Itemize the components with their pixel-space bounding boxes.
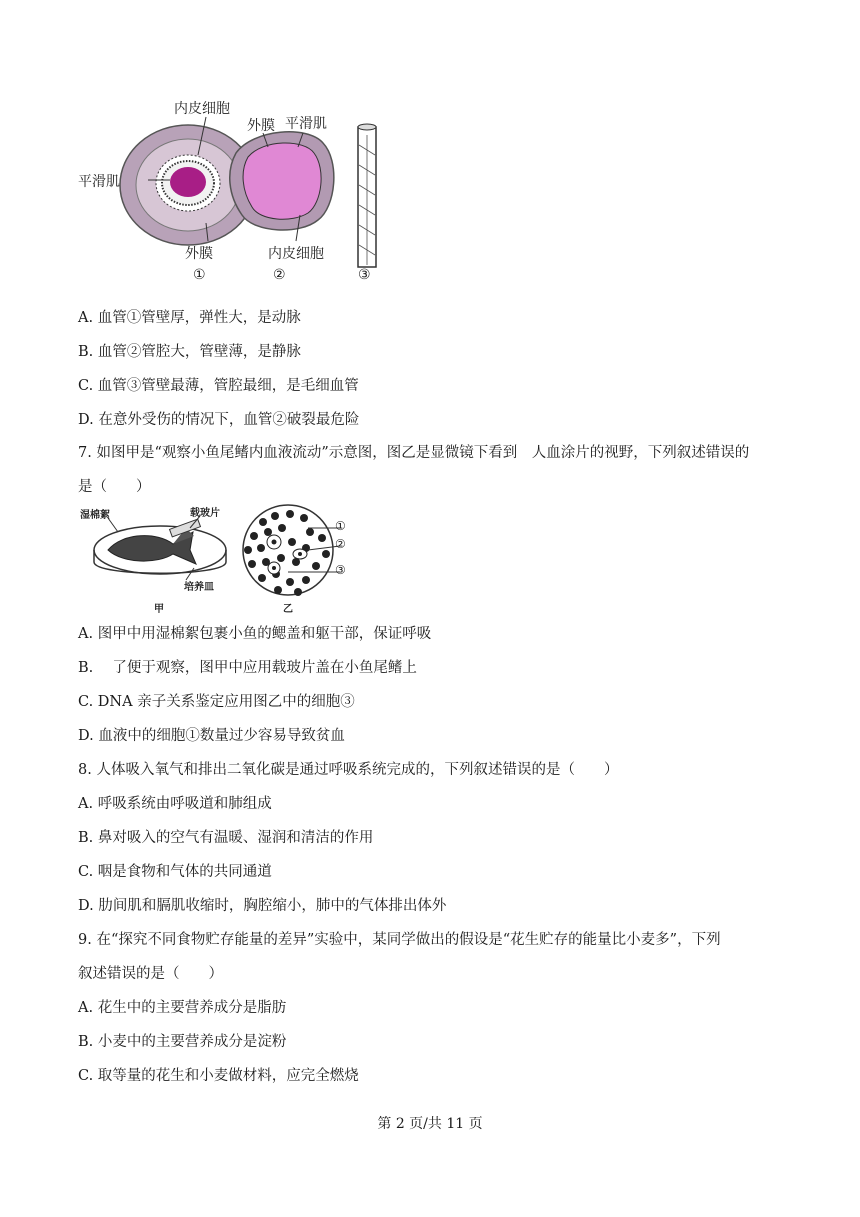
label-vessel-1: ① [193, 267, 206, 283]
label-jia: 甲 [154, 604, 164, 615]
q7-stem-line2: 是（ ） [78, 479, 151, 495]
page-footer: 第 2 页/共 11 页 [377, 1116, 483, 1132]
label-adventitia-top: 外膜 [247, 118, 275, 134]
label-endothelium-bottom: 内皮细胞 [268, 246, 324, 262]
label-endothelium-top: 内皮细胞 [174, 101, 230, 117]
q6-option-c: C. 血管③管壁最薄，管腔最细，是毛细血管 [78, 378, 359, 394]
label-slide: 载玻片 [190, 508, 220, 519]
q6-option-b: B. 血管②管腔大，管壁薄，是静脉 [78, 344, 301, 360]
q7-option-d: D. 血液中的细胞①数量过少容易导致贫血 [78, 728, 345, 744]
label-smooth-muscle-right: 平滑肌 [285, 116, 327, 132]
q9-stem-line1: 9. 在“探究不同食物贮存能量的差异”实验中，某同学做出的假设是“花生贮存的能量比小麦多”，下列 [78, 932, 721, 948]
label-dish: 培养皿 [184, 582, 214, 593]
label-cell-3: ③ [335, 563, 346, 577]
q9-stem-line2: 叙述错误的是（ ） [78, 966, 223, 982]
q9-option-a: A. 花生中的主要营养成分是脂肪 [78, 1000, 287, 1016]
label-cell-2: ② [335, 537, 346, 551]
q8-stem: 8. 人体吸入氧气和排出二氧化碳是通过呼吸系统完成的，下列叙述错误的是（ ） [78, 762, 619, 778]
q6-option-d: D. 在意外受伤的情况下，血管②破裂最危险 [78, 412, 360, 428]
label-wet-cotton: 湿棉絮 [80, 510, 110, 521]
q8-option-b: B. 鼻对吸入的空气有温暖、湿润和清洁的作用 [78, 830, 374, 846]
q7-option-b: B. 了便于观察，图甲中应用载玻片盖在小鱼尾鳍上 [78, 660, 417, 676]
blood-vessel-figure [78, 95, 398, 295]
q7-figure [78, 502, 358, 616]
q8-option-a: A. 呼吸系统由呼吸道和肺组成 [78, 796, 272, 812]
label-vessel-2: ② [273, 267, 286, 283]
q6-option-a: A. 血管①管壁厚，弹性大，是动脉 [78, 310, 301, 326]
q8-option-c: C. 咽是食物和气体的共同通道 [78, 864, 272, 880]
label-cell-1: ① [335, 519, 346, 533]
label-adventitia-bottom: 外膜 [185, 246, 213, 262]
q7-option-c: C. DNA 亲子关系鉴定应用图乙中的细胞③ [78, 694, 355, 710]
q9-option-c: C. 取等量的花生和小麦做材料，应完全燃烧 [78, 1068, 359, 1084]
label-smooth-muscle-left: 平滑肌 [78, 174, 120, 190]
label-vessel-3: ③ [358, 267, 371, 283]
q8-option-d: D. 肋间肌和膈肌收缩时，胸腔缩小，肺中的气体排出体外 [78, 898, 447, 914]
blood-vessel-illustration [78, 95, 398, 295]
label-yi: 乙 [283, 604, 293, 615]
q7-stem-line1: 7. 如图甲是“观察小鱼尾鳍内血液流动”示意图，图乙是显微镜下看到 人血涂片的视野，下列叙述错误的 [78, 445, 750, 461]
fish-and-blood-smear-illustration [78, 502, 358, 616]
q9-option-b: B. 小麦中的主要营养成分是淀粉 [78, 1034, 287, 1050]
q7-option-a: A. 图甲中用湿棉絮包裹小鱼的鳃盖和躯干部，保证呼吸 [78, 626, 432, 642]
